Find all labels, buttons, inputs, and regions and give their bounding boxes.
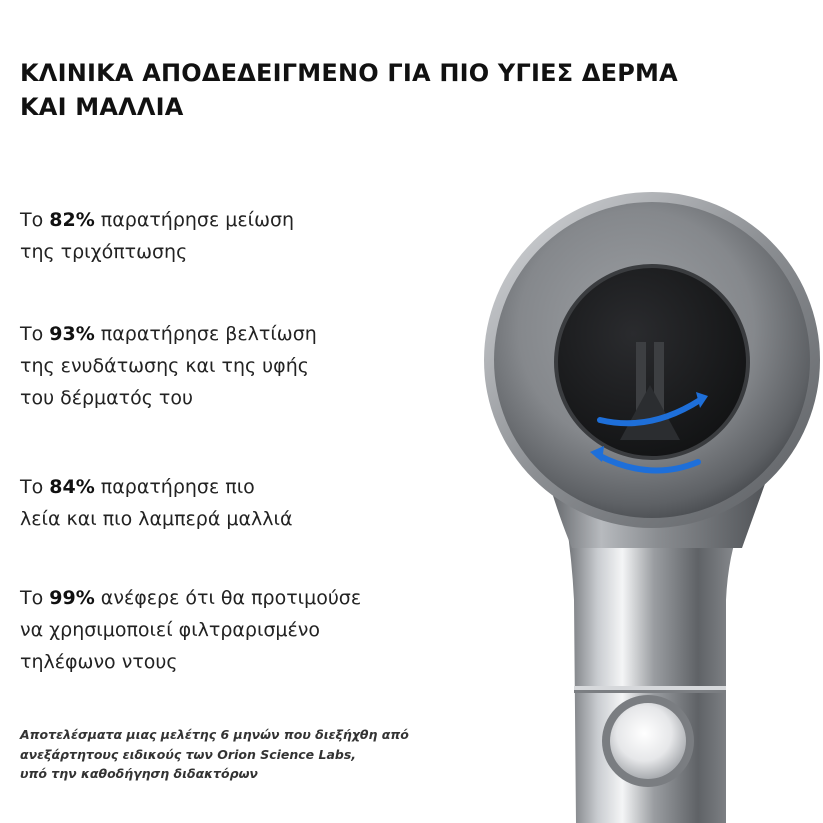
stat-line: τηλέφωνο ντους xyxy=(20,651,178,673)
footnote-line-2: ανεξάρτητους ειδικούς των Orion Science Labs, xyxy=(20,746,357,762)
stat-value: 84% xyxy=(49,476,95,498)
seam-ring xyxy=(574,686,726,690)
stat-value: 99% xyxy=(49,587,95,609)
stat-line: να χρησιμοποιεί φιλτραρισμένο xyxy=(20,619,321,641)
stat-line: του δέρματός του xyxy=(20,387,193,409)
footnote-line-3: υπό την καθοδήγηση διδακτόρων xyxy=(20,766,258,781)
mode-button xyxy=(610,703,686,779)
headline-line-2: ΚΑΙ ΜΑΛΛΙΑ xyxy=(20,93,184,121)
stat-prefix: Το xyxy=(20,587,50,609)
footnote-line-1: Αποτελέσματα μιας μελέτης 6 μηνών που διεξήχθη από xyxy=(20,727,409,742)
stat-99 xyxy=(20,582,440,678)
stat-line: λεία και πιο λαμπερά μαλλιά xyxy=(20,508,293,530)
stat-prefix: Το xyxy=(20,209,50,231)
stat-82 xyxy=(20,204,440,268)
stat-text: παρατήρησε μείωση xyxy=(94,209,295,231)
stat-line: της ενυδάτωσης και της υφής xyxy=(20,355,309,377)
study-footnote xyxy=(20,725,440,784)
stat-value: 82% xyxy=(49,209,95,231)
stat-value: 93% xyxy=(49,323,95,345)
headline-line-1: ΚΛΙΝΙΚΑ ΑΠΟΔΕΔΕΙΓΜΕΝΟ ΓΙΑ ΠΙΟ ΥΓΙΕΣ ΔΕΡΜΑ xyxy=(20,59,678,87)
stat-text: ανέφερε ότι θα προτιμούσε xyxy=(94,587,362,609)
stat-line: της τριχόπτωσης xyxy=(20,241,188,263)
stat-prefix: Το xyxy=(20,323,50,345)
stat-93 xyxy=(20,318,440,414)
stat-prefix: Το xyxy=(20,476,50,498)
headline xyxy=(20,56,740,124)
stat-text: παρατήρησε πιο xyxy=(94,476,255,498)
shower-head-product-image xyxy=(440,170,823,823)
stat-84 xyxy=(20,471,440,535)
stat-text: παρατήρησε βελτίωση xyxy=(94,323,317,345)
